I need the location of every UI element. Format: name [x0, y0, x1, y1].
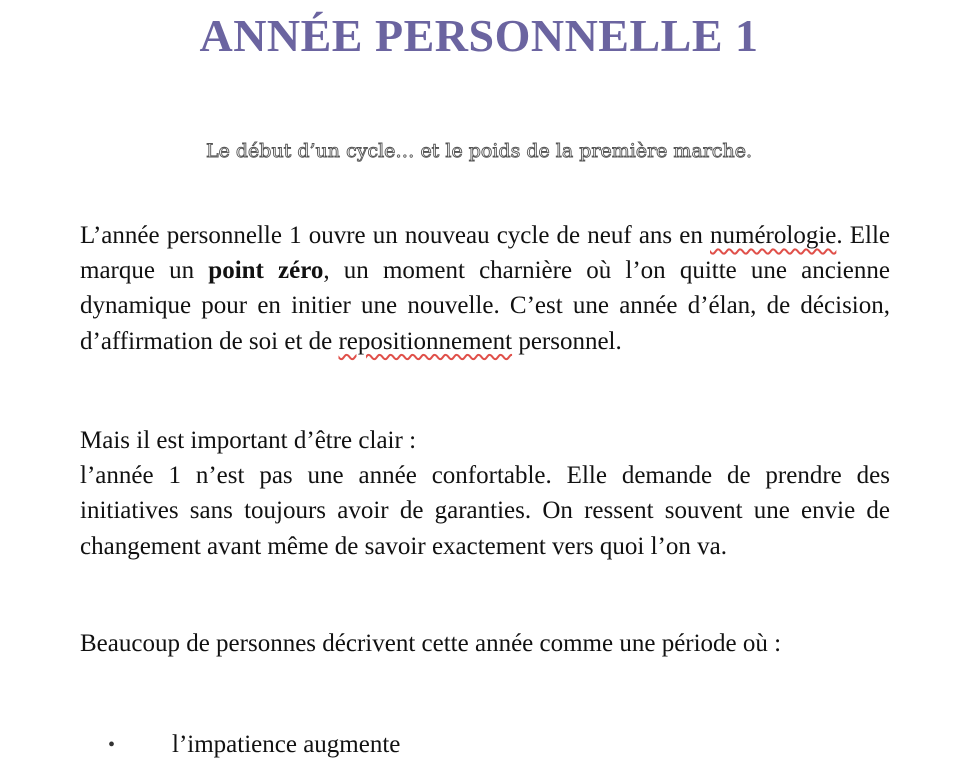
list-item: [108, 727, 888, 763]
paragraph-intro-text-4: personnel.: [512, 327, 622, 355]
paragraph-intro: [80, 218, 890, 359]
list-item-text: l’impatience augmente: [172, 731, 401, 758]
document-subtitle: Le début d’un cycle… et le poids de la première marche.: [205, 140, 753, 162]
bullet-icon: •: [108, 734, 116, 756]
paragraph-clarity-body: l’année 1 n’est pas une année confortable. Elle demande de prendre des initiatives sans toujours avoir de garanties. On ressent souvent une envie de changement avant même de savoir exactement vers quoi l’on va.: [80, 462, 890, 560]
bold-term-point-zero: point zéro: [208, 257, 324, 285]
paragraph-clarity: [80, 423, 890, 564]
paragraph-description: Beaucoup de personnes décrivent cette année comme une période où :: [80, 630, 782, 657]
misspelled-word-repositionnement[interactable]: repositionnement: [338, 327, 513, 355]
misspelled-word-numerologie[interactable]: numérologie: [710, 222, 837, 249]
paragraph-intro-text-3: , un moment charnière où l’on quitte une ancienne dynamique pour en initier une nouvelle. C’est une année d’élan, de décision, d’affirmation de soi et de: [80, 257, 891, 355]
document-title: ANNÉE PERSONNELLE 1: [199, 10, 759, 61]
paragraph-intro-text-2: . Elle marque un: [80, 222, 890, 285]
paragraph-clarity-lead: Mais il est important d’être clair :: [80, 427, 417, 454]
paragraph-intro-text-1: L’année personnelle 1 ouvre un nouveau cycle de neuf ans en: [80, 222, 710, 249]
